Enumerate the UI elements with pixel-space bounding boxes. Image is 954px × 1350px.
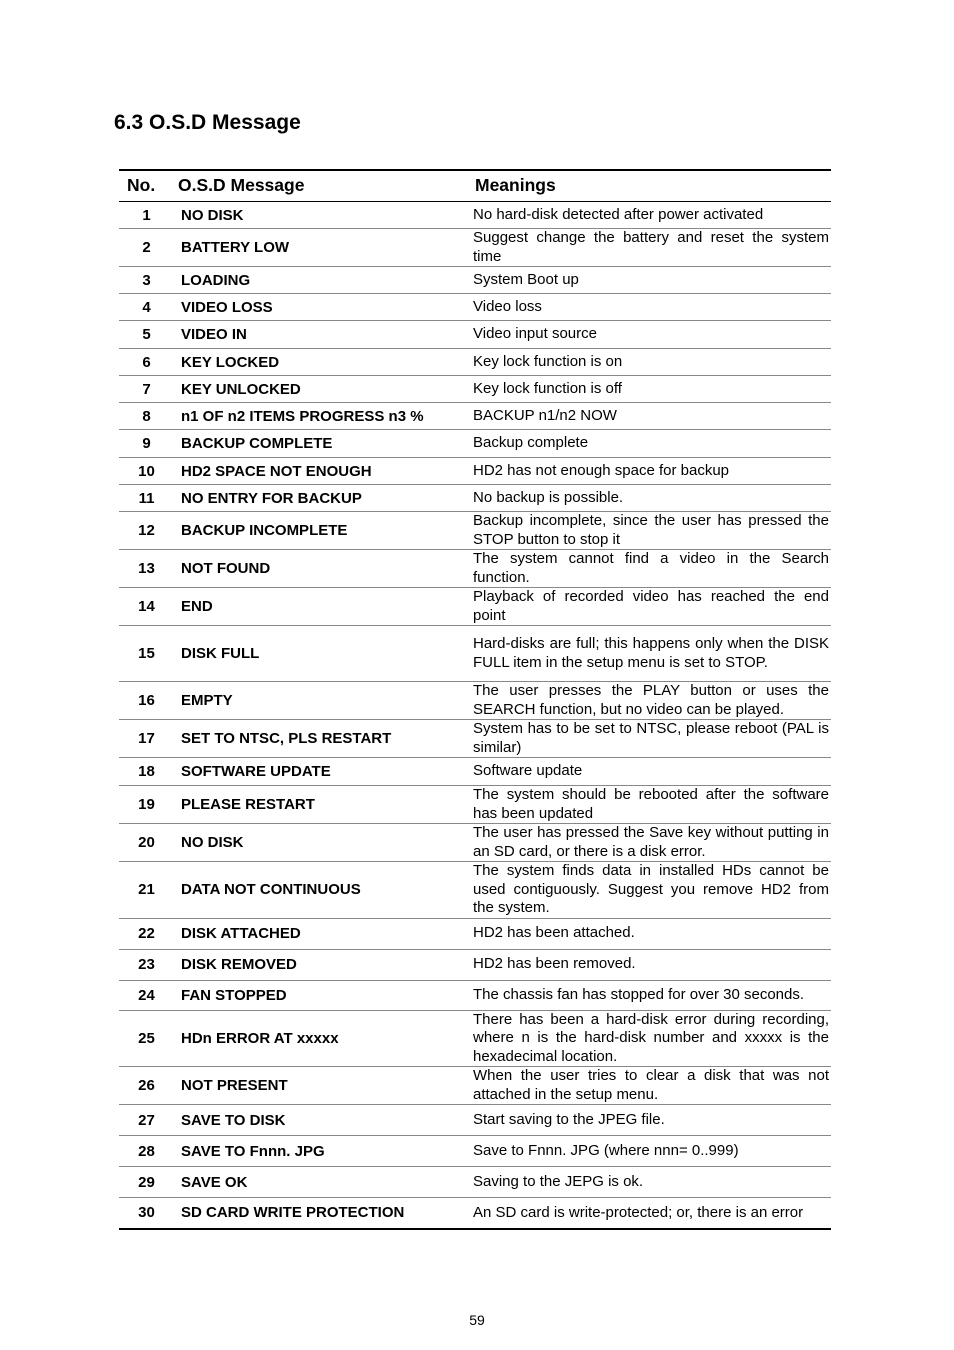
message-meaning: No backup is possible. — [473, 485, 831, 512]
osd-message: KEY UNLOCKED — [174, 376, 473, 403]
message-meaning: HD2 has been attached. — [473, 918, 831, 949]
message-meaning: System Boot up — [473, 267, 831, 294]
table-row — [119, 1198, 831, 1229]
row-number: 6 — [119, 349, 174, 376]
row-number: 15 — [119, 626, 174, 682]
table-row — [119, 550, 831, 588]
table-row — [119, 202, 831, 229]
osd-message: DISK ATTACHED — [174, 918, 473, 949]
table-row — [119, 349, 831, 376]
row-number: 14 — [119, 588, 174, 626]
table-row — [119, 294, 831, 321]
message-meaning: Video input source — [473, 321, 831, 349]
page-title: 6.3 O.S.D Message — [114, 111, 301, 134]
message-meaning: Key lock function is off — [473, 376, 831, 403]
osd-message: BACKUP INCOMPLETE — [174, 512, 473, 550]
row-number: 1 — [142, 206, 151, 224]
message-meaning: Key lock function is on — [473, 349, 831, 376]
header-meanings: Meanings — [473, 170, 831, 202]
row-number: 24 — [119, 980, 174, 1010]
message-meaning: The system finds data in installed HDs cannot be used contiguously. Suggest you remove HD2 from the system. — [473, 862, 829, 916]
table-row — [119, 376, 831, 403]
osd-message: VIDEO IN — [174, 321, 473, 349]
osd-message: BATTERY LOW — [174, 229, 473, 267]
row-number: 26 — [119, 1067, 174, 1105]
table-row — [119, 485, 831, 512]
table-row — [119, 1167, 831, 1198]
message-meaning: Start saving to the JPEG file. — [473, 1105, 831, 1136]
osd-message: FAN STOPPED — [174, 980, 473, 1010]
osd-message: PLEASE RESTART — [174, 786, 473, 824]
osd-message: KEY LOCKED — [174, 349, 473, 376]
message-meaning: An SD card is write-protected; or, there is an error — [473, 1198, 831, 1229]
osd-message: BACKUP COMPLETE — [174, 430, 473, 458]
message-meaning: BACKUP n1/n2 NOW — [473, 403, 831, 430]
row-number: 9 — [119, 430, 174, 458]
message-meaning: The system cannot find a video in the Search function. — [473, 550, 829, 586]
table-row — [119, 720, 831, 758]
osd-message: VIDEO LOSS — [174, 294, 473, 321]
table-row — [119, 267, 831, 294]
message-meaning: The chassis fan has stopped for over 30 seconds. — [473, 980, 831, 1010]
table-row — [119, 626, 831, 682]
row-number: 12 — [119, 512, 174, 550]
row-number: 22 — [119, 918, 174, 949]
osd-message: NO ENTRY FOR BACKUP — [174, 485, 473, 512]
row-number: 2 — [119, 229, 174, 267]
message-meaning: The system should be rebooted after the software has been updated — [473, 786, 829, 822]
osd-message: HDn ERROR AT xxxxx — [174, 1010, 473, 1067]
osd-message: NOT PRESENT — [174, 1067, 473, 1105]
table-row — [119, 682, 831, 720]
page-number: 59 — [469, 1312, 485, 1328]
row-number: 11 — [119, 485, 174, 512]
row-number: 19 — [119, 786, 174, 824]
message-meaning: There has been a hard-disk error during recording, where n is the hard-disk number and xxxxx is the hexadecimal location. — [473, 1010, 829, 1065]
table-header-row — [119, 170, 831, 202]
table-row — [119, 786, 831, 824]
message-meaning: Software update — [473, 758, 831, 786]
row-number: 27 — [119, 1105, 174, 1136]
message-meaning: Playback of recorded video has reached the end point — [473, 588, 829, 624]
osd-message: NO DISK — [181, 206, 244, 224]
row-number: 3 — [119, 267, 174, 294]
row-number: 28 — [119, 1136, 174, 1167]
row-number: 10 — [119, 458, 174, 485]
table-row — [119, 824, 831, 862]
row-number: 30 — [119, 1198, 174, 1229]
osd-message: SAVE TO Fnnn. JPG — [174, 1136, 473, 1167]
table-row — [119, 458, 831, 485]
osd-message: DISK REMOVED — [174, 949, 473, 980]
table-row — [119, 430, 831, 458]
row-number: 20 — [119, 824, 174, 862]
osd-message: SD CARD WRITE PROTECTION — [174, 1198, 473, 1229]
osd-message: END — [174, 588, 473, 626]
osd-message: SOFTWARE UPDATE — [174, 758, 473, 786]
osd-message: NOT FOUND — [174, 550, 473, 588]
osd-message: SAVE TO DISK — [174, 1105, 473, 1136]
osd-message: HD2 SPACE NOT ENOUGH — [174, 458, 473, 485]
row-number: 25 — [119, 1010, 174, 1067]
row-number: 17 — [119, 720, 174, 758]
table-row — [119, 1136, 831, 1167]
osd-message-table — [119, 169, 831, 1230]
message-meaning: System has to be set to NTSC, please reboot (PAL is similar) — [473, 720, 829, 756]
osd-message: DATA NOT CONTINUOUS — [174, 862, 473, 919]
table-row — [119, 1010, 831, 1067]
row-number: 5 — [119, 321, 174, 349]
message-meaning: HD2 has not enough space for backup — [473, 458, 831, 485]
row-number: 13 — [119, 550, 174, 588]
header-no: No. — [119, 170, 174, 202]
table-row — [119, 980, 831, 1010]
table-row — [119, 588, 831, 626]
table-row — [119, 1067, 831, 1105]
table-row — [119, 512, 831, 550]
message-meaning: The user presses the PLAY button or uses the SEARCH function, but no video can be played. — [473, 682, 829, 718]
message-meaning: Save to Fnnn. JPG (where nnn= 0..999) — [473, 1136, 831, 1167]
message-meaning: Video loss — [473, 294, 831, 321]
table-row — [119, 949, 831, 980]
message-meaning: Suggest change the battery and reset the system time — [473, 229, 829, 265]
message-meaning: The user has pressed the Save key without putting in an SD card, or there is a disk error. — [473, 824, 829, 860]
message-meaning: Saving to the JEPG is ok. — [473, 1167, 831, 1198]
osd-message: LOADING — [174, 267, 473, 294]
header-message: O.S.D Message — [174, 170, 473, 202]
row-number: 21 — [119, 862, 174, 919]
table-row — [119, 321, 831, 349]
message-meaning: Hard-disks are full; this happens only when the DISK FULL item in the setup menu is set to STOP. — [473, 626, 831, 682]
message-meaning: Backup incomplete, since the user has pressed the STOP button to stop it — [473, 512, 829, 548]
osd-message: EMPTY — [174, 682, 473, 720]
table-row — [119, 1105, 831, 1136]
message-meaning: No hard-disk detected after power activated — [473, 205, 764, 223]
osd-message: SAVE OK — [174, 1167, 473, 1198]
row-number: 8 — [119, 403, 174, 430]
row-number: 16 — [119, 682, 174, 720]
row-number: 4 — [119, 294, 174, 321]
row-number: 7 — [119, 376, 174, 403]
row-number: 18 — [119, 758, 174, 786]
table-row — [119, 758, 831, 786]
table-row — [119, 229, 831, 267]
table-row — [119, 862, 831, 919]
table-row — [119, 403, 831, 430]
osd-message: NO DISK — [174, 824, 473, 862]
message-meaning: Backup complete — [473, 430, 831, 458]
row-number: 23 — [119, 949, 174, 980]
table-row — [119, 918, 831, 949]
osd-message: DISK FULL — [174, 626, 473, 682]
message-meaning: HD2 has been removed. — [473, 949, 831, 980]
osd-message: SET TO NTSC, PLS RESTART — [174, 720, 473, 758]
row-number: 29 — [119, 1167, 174, 1198]
osd-message: n1 OF n2 ITEMS PROGRESS n3 % — [174, 403, 473, 430]
message-meaning: When the user tries to clear a disk that was not attached in the setup menu. — [473, 1067, 829, 1103]
